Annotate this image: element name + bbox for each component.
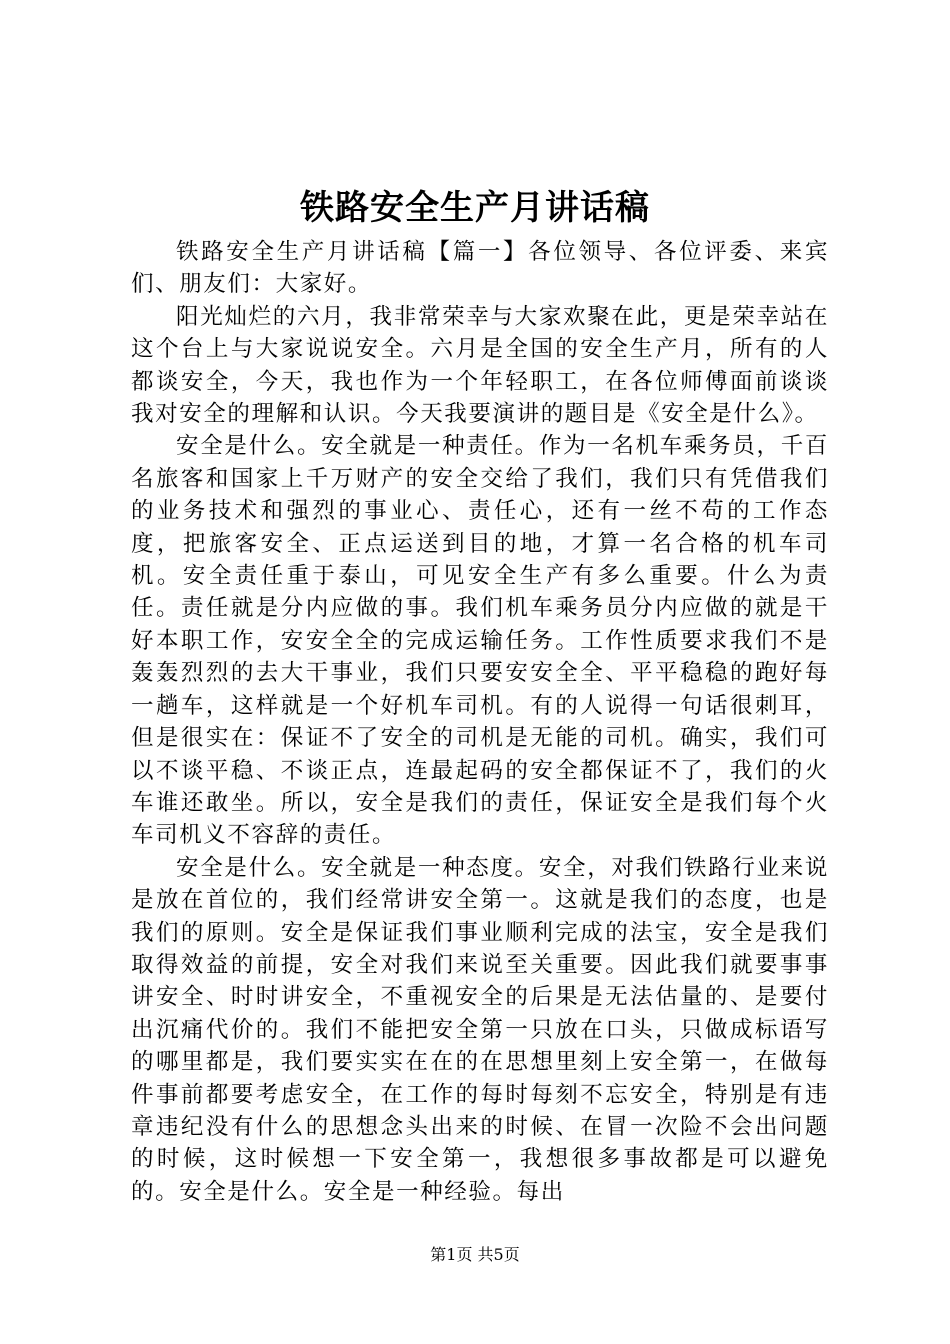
- paragraph-greeting: 铁路安全生产月讲话稿【篇一】各位领导、各位评委、来宾们、朋友们：大家好。: [131, 239, 829, 298]
- document-body: [131, 236, 829, 1208]
- page-footer: [0, 1244, 950, 1266]
- paragraph-intro: 阳光灿烂的六月，我非常荣幸与大家欢聚在此，更是荣幸站在这个台上与大家说说安全。六月是全国的安全生产月，所有的人都谈安全，今天，我也作为一个年轻职工，在各位师傅面前谈谈我对安全的理解和认识。今天我要演讲的题目是《安全是什么》。: [131, 303, 829, 428]
- page-indicator: 第1页 共5页: [430, 1245, 520, 1264]
- paragraph-responsibility: 安全是什么。安全就是一种责任。作为一名机车乘务员，千百名旅客和国家上千万财产的安全交给了我们，我们只有凭借我们的业务技术和强烈的事业心、责任心，还有一丝不苟的工作态度，把旅客安全、正点运送到目的地，才算一名合格的机车司机。安全责任重于泰山，可见安全生产有多么重要。什么为责任。责任就是分内应做的事。我们机车乘务员分内应做的就是干好本职工作，安安全全的完成运输任务。工作性质要求我们不是轰轰烈烈的去大干事业，我们只要安安全全、平平稳稳的跑好每一趟车，这样就是一个好机车司机。有的人说得一句话很刺耳，但是很实在：保证不了安全的司机是无能的司机。确实，我们可以不谈平稳、不谈正点，连最起码的安全都保证不了，我们的火车谁还敢坐。所以，安全是我们的责任，保证安全是我们每个火车司机义不容辞的责任。: [131, 433, 829, 849]
- paragraph-attitude: 安全是什么。安全就是一种态度。安全，对我们铁路行业来说是放在首位的，我们经常讲安全第一。这就是我们的态度，也是我们的原则。安全是保证我们事业顺利完成的法宝，安全是我们取得效益的前提，安全对我们来说至关重要。因此我们就要事事讲安全、时时讲安全，不重视安全的后果是无法估量的、是要付出沉痛代价的。我们不能把安全第一只放在口头，只做成标语写的哪里都是，我们要实实在在的在思想里刻上安全第一，在做每件事前都要考虑安全，在工作的每时每刻不忘安全，特别是有违章违纪没有什么的思想念头出来的时候、在冒一次险不会出问题的时候，这时候想一下安全第一，我想很多事故都是可以避免的。安全是什么。安全是一种经验。每出: [131, 854, 829, 1205]
- document-title: 铁路安全生产月讲话稿: [300, 188, 650, 228]
